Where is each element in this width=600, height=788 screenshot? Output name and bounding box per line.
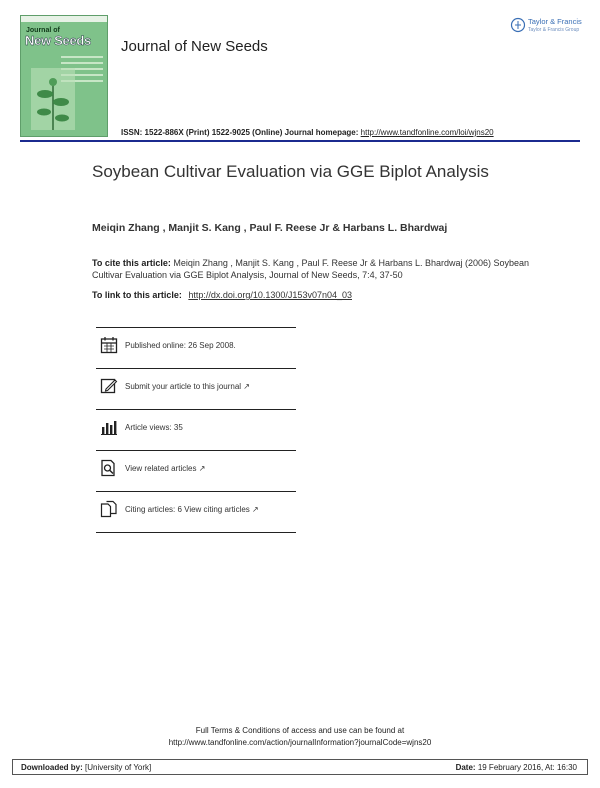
- pencil-icon: [100, 377, 118, 395]
- publisher-logo-sub: Taylor & Francis Group: [528, 27, 580, 33]
- documents-icon: [100, 500, 118, 518]
- terms-line-1: Full Terms & Conditions of access and use can be found at: [195, 726, 405, 735]
- related-articles-link[interactable]: View related articles: [125, 464, 197, 473]
- downloaded-by-label: Downloaded by:: [21, 763, 83, 772]
- journal-title: Journal of New Seeds: [121, 38, 268, 55]
- journal-homepage-link[interactable]: http://www.tandfonline.com/loi/wjns20: [360, 128, 494, 137]
- terms-url-link[interactable]: http://www.tandfonline.com/action/journalInformation?journalCode=wjns20: [168, 738, 432, 747]
- date-label: Date:: [455, 763, 476, 772]
- submit-article-row[interactable]: [96, 369, 296, 410]
- doi-link-block: [92, 290, 352, 300]
- link-label: To link to this article:: [92, 290, 182, 300]
- citing-articles-row[interactable]: [96, 492, 296, 533]
- citation-block: [92, 257, 532, 281]
- external-link-icon: ↗: [252, 505, 259, 514]
- publisher-logo-name: Taylor & Francis: [528, 17, 582, 26]
- external-link-icon: ↗: [243, 382, 250, 391]
- date-value: 19 February 2016, At: 16:30: [477, 763, 577, 772]
- magnifier-icon: [100, 459, 118, 477]
- article-authors: Meiqin Zhang , Manjit S. Kang , Paul F. Reese Jr & Harbans L. Bhardwaj: [92, 222, 448, 234]
- article-views-row: [96, 410, 296, 451]
- article-views-text: Article views: 35: [125, 423, 183, 432]
- header-divider: [20, 140, 580, 142]
- cite-text: Meiqin Zhang , Manjit S. Kang , Paul F. Reese Jr & Harbans L. Bhardwaj (2006) Soybean Cultivar Evaluation via GGE Biplot Analysis, Journal of New Seeds, 7:4, 37-50: [92, 258, 530, 280]
- cover-title-small: Journal of: [26, 27, 60, 34]
- cover-plant-illustration: [29, 64, 103, 134]
- issn-line: [121, 128, 494, 137]
- downloaded-by-value: [University of York]: [85, 763, 152, 772]
- submit-article-link[interactable]: Submit your article to this journal: [125, 382, 242, 391]
- external-link-icon: ↗: [198, 464, 206, 473]
- calendar-icon: [100, 336, 118, 354]
- journal-cover-image: [20, 15, 108, 137]
- terms-notice: [0, 725, 600, 749]
- cover-title-big: New Seeds: [25, 33, 91, 48]
- issn-text: ISSN: 1522-886X (Print) 1522-9025 (Online) Journal homepage:: [121, 128, 359, 137]
- cite-label: To cite this article:: [92, 258, 171, 268]
- download-info-bar: [12, 759, 588, 775]
- published-online-text: Published online: 26 Sep 2008.: [125, 341, 236, 350]
- article-title: Soybean Cultivar Evaluation via GGE Biplot Analysis: [92, 162, 489, 181]
- citing-articles-link[interactable]: Citing articles: 6 View citing articles: [125, 505, 250, 514]
- bar-chart-icon: [100, 418, 118, 436]
- published-online-row: [96, 328, 296, 369]
- doi-link[interactable]: http://dx.doi.org/10.1300/J153v07n04_03: [188, 290, 352, 300]
- related-articles-row[interactable]: [96, 451, 296, 492]
